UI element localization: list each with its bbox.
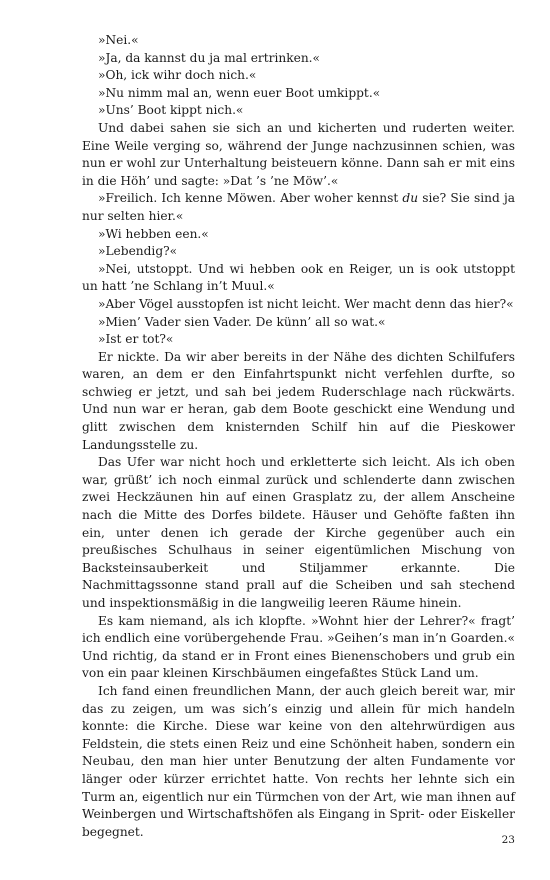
paragraph: Das Ufer war nicht hoch und erkletterte sich leicht. Als ich oben war, grüßt’ ich noch einmal zurück und schlenderte dann zwischen zwei Heckzäunen hin auf einen Grasplatz zu, der allem Anscheine nach die Mitte des Dorfes bildete. Häuser und Gehöfte faßten ihn ein, unter denen ich gerade der Kirche gegenüber auch ein preußisches Schulhaus in seiner eigentümlichen Mischung von Backsteinsauberkeit und Stiljammer erkannte. Die Nachmittagssonne stand prall auf die Scheiben und sah stechend und inspektionsmäßig in die langweilig leeren Räume hinein.: [82, 455, 515, 610]
paragraph: »Nei.«: [98, 33, 139, 47]
paragraph: »Uns’ Boot kippt nich.«: [98, 103, 244, 118]
emphasis: du: [402, 191, 419, 206]
paragraph: »Nei, utstoppt. Und wi hebben ook en Reiger, un is ook utstoppt un hatt ’ne Schlang in’t Muul.«: [82, 261, 515, 294]
paragraph: »Aber Vögel ausstopfen ist nicht leicht. Wer macht denn das hier?«: [98, 296, 514, 311]
page-number: 23: [501, 834, 515, 846]
paragraph: Und dabei sahen sie sich an und kicherten und ruderten weiter. Eine Weile verging so, während der Junge nachzusinnen schien, was nun er wohl zur Unterhaltung beisteuern könne. Dann sah er mit eins in die Höh’ und sagte: »Dat ’s ’ne Möw’.«: [82, 120, 515, 188]
paragraph: Er nickte. Da wir aber bereits in der Nähe des dichten Schilfufers waren, an dem er den Einfahrtspunkt nicht verfehlen durfte, so schwieg er jetzt, und sah bei jedem Ruderschlage nach rückwärts. Und nun war er heran, gab dem Boote geschickt eine Wendung und glitt zwischen dem knisternden Schilf hin auf die Pieskower Landungsstelle zu.: [82, 349, 515, 452]
book-page-text: [82, 32, 515, 841]
paragraph: Es kam niemand, als ich klopfte. »Wohnt hier der Lehrer?« fragt’ ich endlich eine vorübergehende Frau. »Geihen’s man in’n Goarden.« Und richtig, da stand er in Front eines Bienenschobers und grub ein von ein paar kleinen Kirschbäumen eingefaßtes Stück Land um.: [82, 613, 515, 681]
paragraph: »Nu nimm mal an, wenn euer Boot umkippt.«: [98, 85, 381, 100]
paragraph: »Lebendig?«: [98, 244, 178, 259]
paragraph-text-after: sie? Sie sind ja nur selten hier.«: [82, 191, 515, 223]
paragraph-text-before: »Freilich. Ich kenne Möwen. Aber woher kennst: [98, 191, 403, 206]
paragraph: »Ja, da kannst du ja mal ertrinken.«: [98, 50, 320, 65]
paragraph: »Ist er tot?«: [98, 332, 174, 347]
paragraph: »Oh, ick wihr doch nich.«: [98, 68, 257, 83]
paragraph: [82, 190, 515, 225]
paragraph: »Wi hebben een.«: [98, 226, 209, 241]
paragraph: Ich fand einen freundlichen Mann, der auch gleich bereit war, mir das zu zeigen, um was sich’s einzig und allein für mich handeln konnte: die Kirche. Diese war keine von den altehrwürdigen aus Feldstein, die stets einen Reiz und eine Schönheit haben, sondern ein Neubau, den man hier unter Benutzung der alten Fundamente vor länger oder kürzer errichtet hatte. Von rechts her lehnte sich ein Turm an, eigentlich nur ein Türmchen von der Art, wie man ihnen auf Weinbergen und Wirtschaftshöfen als Eingang in Sprit- oder Eiskeller begegnet.: [82, 683, 515, 839]
paragraph: »Mien’ Vader sien Vader. De künn’ all so wat.«: [98, 314, 386, 329]
